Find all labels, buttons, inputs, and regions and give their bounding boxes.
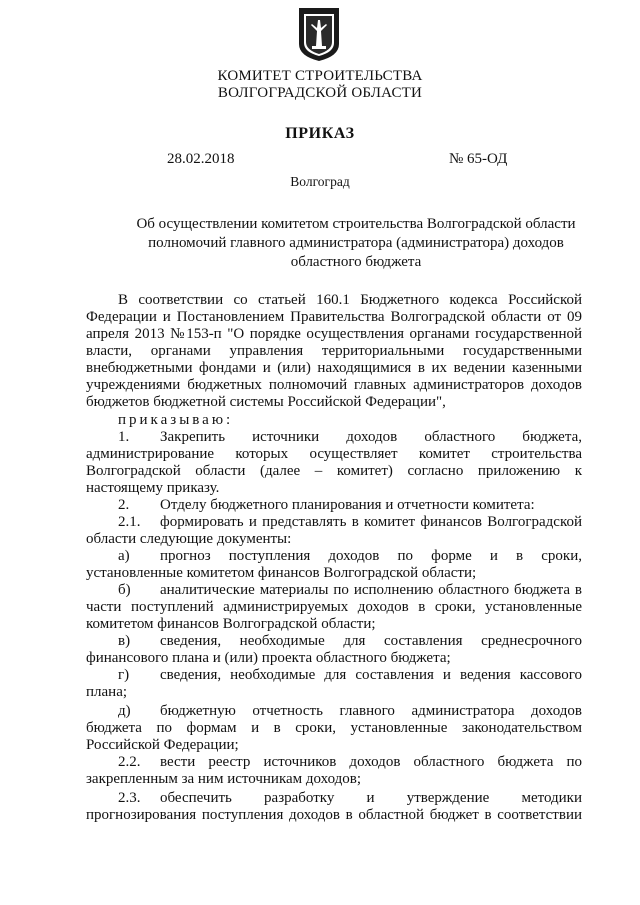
- item-1-row: [118, 429, 582, 446]
- item-line: финансового плана и (или) проекта областного бюджета;: [86, 650, 451, 666]
- subitem-g-row: [118, 667, 582, 684]
- preamble-line: В соответствии со статьей 160.1 Бюджетного кодекса Российской: [118, 292, 582, 308]
- item-line: комитетом финансов Волгоградской области;: [86, 616, 376, 632]
- item-2-3-row: [118, 790, 582, 807]
- item-line: установленные комитетом финансов Волгоградской области;: [86, 565, 477, 581]
- subitem-text: сведения, необходимые для составления среднесрочного: [160, 633, 582, 649]
- subject-line: полномочий главного администратора (администратора) доходов: [148, 235, 564, 251]
- subitem-d-row: [118, 703, 582, 720]
- item-text: обеспечить разработку и утверждение методики: [160, 790, 582, 806]
- item-number: 2.3.: [118, 790, 141, 806]
- document-type-title: ПРИКАЗ: [285, 125, 355, 142]
- preamble-line: власти, органами управления территориальными государственными: [86, 343, 582, 359]
- item-number: 2.: [118, 497, 130, 513]
- item-number: 2.2.: [118, 754, 141, 770]
- subitem-b-row: [118, 582, 582, 599]
- item-line: области следующие документы:: [86, 531, 292, 547]
- subitem-text: аналитические материалы по исполнению областного бюджета в: [160, 582, 582, 598]
- preamble-line: бюджетов бюджетной системы Российской Федерации",: [86, 394, 446, 410]
- preamble-line: внебюджетными фондами и (или) находящимися в их ведении казенными: [86, 360, 582, 376]
- subitem-letter: б): [118, 582, 131, 598]
- item-line: настоящему приказу.: [86, 480, 220, 496]
- document-city: Волгоград: [290, 174, 350, 189]
- org-name-line2: ВОЛГОГРАДСКОЙ ОБЛАСТИ: [217, 85, 423, 101]
- item-text: Закрепить источники доходов областного бюджета,: [160, 429, 582, 445]
- item-number: 1.: [118, 429, 130, 445]
- item-line: плана;: [86, 684, 128, 700]
- document-date: 28.02.2018: [167, 151, 235, 167]
- item-text: вести реестр источников доходов областного бюджета по: [160, 754, 582, 770]
- item-2-2-row: [118, 754, 582, 771]
- subitem-text: сведения, необходимые для составления и ведения кассового: [160, 667, 582, 683]
- subitem-text: бюджетную отчетность главного администратора доходов: [160, 703, 582, 719]
- subitem-a-row: [118, 548, 582, 565]
- subject-line: областного бюджета: [290, 254, 422, 270]
- subitem-letter: г): [118, 667, 130, 683]
- item-2-row: [118, 497, 582, 514]
- item-line: администрирование которых осуществляет комитет строительства: [86, 446, 582, 462]
- subitem-text: прогноз поступления доходов по форме и в сроки,: [160, 548, 582, 564]
- coat-of-arms-emblem: [297, 6, 341, 62]
- subitem-letter: а): [118, 548, 130, 564]
- order-word: приказываю:: [118, 412, 234, 428]
- item-text: Отделу бюджетного планирования и отчетности комитета:: [160, 497, 535, 513]
- item-line: бюджета по формам и в сроки, установленные законодательством: [86, 720, 582, 736]
- item-line: части поступлений администрируемых доходов в сроки, установленные: [86, 599, 582, 615]
- item-2-1-row: [118, 514, 582, 531]
- item-text: формировать и представлять в комитет финансов Волгоградской: [160, 514, 582, 530]
- document-subject: [70, 215, 640, 272]
- org-name-line1: КОМИТЕТ СТРОИТЕЛЬСТВА: [217, 68, 423, 84]
- subitem-letter: д): [118, 703, 131, 719]
- item-line: Российской Федерации;: [86, 737, 239, 753]
- preamble-line: учреждениями бюджетных полномочий главных администраторов доходов: [86, 377, 582, 393]
- item-line: Волгоградской области (далее – комитет) согласно приложению к: [86, 463, 582, 479]
- document-number: № 65-ОД: [449, 151, 508, 167]
- item-number: 2.1.: [118, 514, 141, 530]
- item-line: прогнозирования поступления доходов в областной бюджет в соответствии: [86, 807, 582, 823]
- subitem-v-row: [118, 633, 582, 650]
- preamble-line: апреля 2013 №153-п "О порядке осуществления органами государственной: [86, 326, 582, 342]
- item-line: закрепленным за ним источникам доходов;: [86, 771, 362, 787]
- subject-line: Об осуществлении комитетом строительства Волгоградской области: [136, 216, 576, 232]
- preamble-line: Федерации и Постановлением Правительства Волгоградской области от 09: [86, 309, 582, 325]
- subitem-letter: в): [118, 633, 131, 649]
